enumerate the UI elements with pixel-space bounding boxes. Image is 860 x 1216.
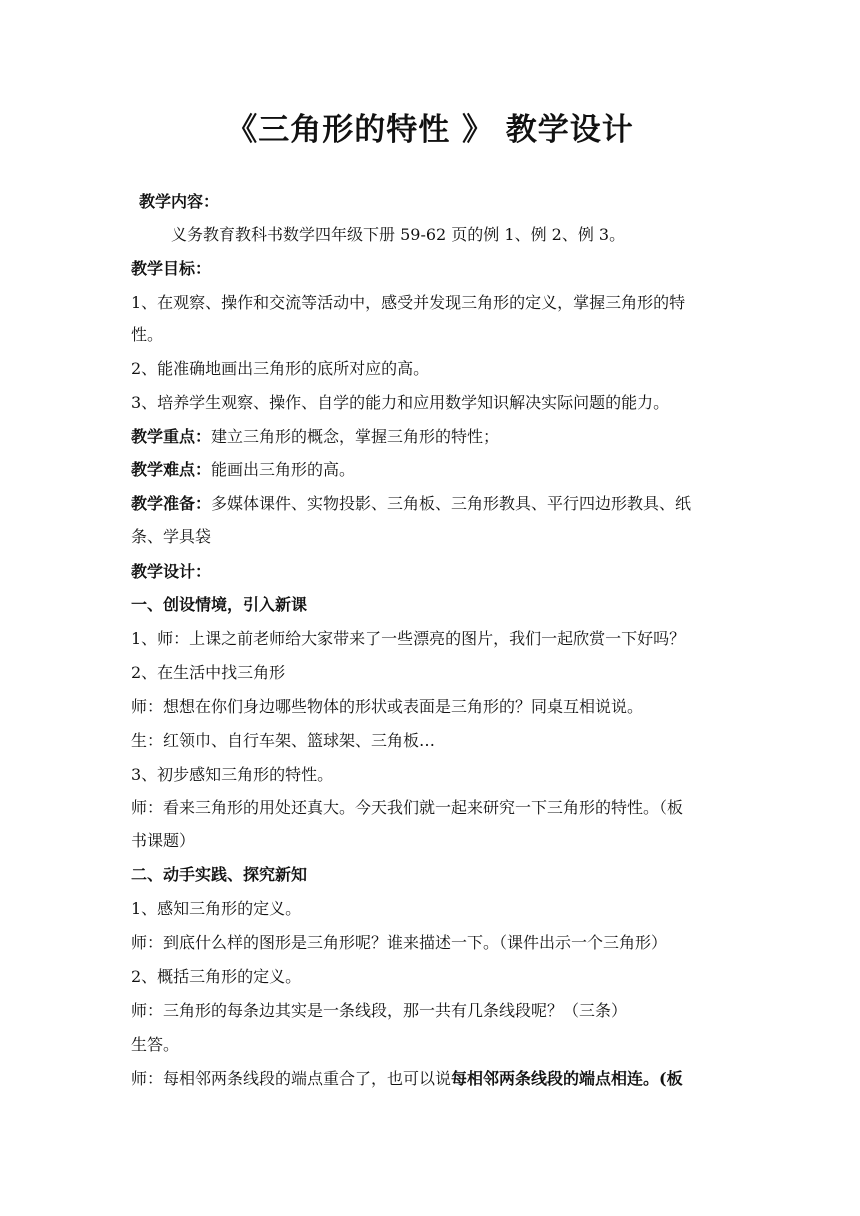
preparation-line-2: 条、学具袋 [131, 527, 212, 546]
goal-2: 2、能准确地画出三角形的底所对应的高。 [131, 359, 430, 378]
section-2-item-3: 2、概括三角形的定义。 [131, 967, 302, 986]
difficulty-label: 教学难点： [131, 460, 212, 479]
section-1-item-4: 生：红领巾、自行车架、篮球架、三角板… [131, 731, 436, 750]
document-title: 《三角形的特性 》 教学设计 [226, 112, 634, 148]
section-2-item-6-plain: 师：每相邻两条线段的端点重合了，也可以说 [131, 1069, 452, 1088]
section-2-item-6 [131, 1068, 741, 1090]
prep-text: 多媒体课件、实物投影、三角板、三角形教具、平行四边形教具、纸 [211, 494, 692, 513]
section-2-item-2: 师：到底什么样的图形是三角形呢？谁来描述一下。（课件出示一个三角形） [131, 933, 668, 952]
content-text: 义务教育教科书数学四年级下册 59-62 页的例 1、例 2、例 3。 [171, 225, 626, 244]
section-1-item-1: 1、师：上课之前老师给大家带来了一些漂亮的图片，我们一起欣赏一下好吗？ [131, 629, 686, 648]
preparation [131, 493, 741, 515]
section-2-item-5: 生答。 [131, 1035, 180, 1054]
section-1-item-6-line-2: 书课题） [131, 831, 196, 850]
section-1-item-5: 3、初步感知三角形的特性。 [131, 765, 334, 784]
section-2-item-6-bold: 每相邻两条线段的端点相连。(板 [451, 1069, 683, 1088]
difficulty-text: 能画出三角形的高。 [211, 460, 356, 479]
design-label: 教学设计： [131, 562, 212, 581]
key-point [131, 426, 741, 448]
content-label: 教学内容： [139, 192, 220, 211]
section-1-heading: 一、创设情境，引入新课 [131, 595, 308, 614]
goal-1-line-2: 性。 [131, 325, 164, 344]
prep-label: 教学准备： [131, 494, 212, 513]
goals-label: 教学目标： [131, 259, 212, 278]
section-2-heading: 二、动手实践、探究新知 [131, 865, 308, 884]
section-1-item-3: 师：想想在你们身边哪些物体的形状或表面是三角形的？同桌互相说说。 [131, 697, 644, 716]
key-label: 教学重点： [131, 427, 212, 446]
difficulty-point [131, 459, 741, 481]
goal-1-line-1: 1、在观察、操作和交流等活动中，感受并发现三角形的定义，掌握三角形的特 [131, 293, 686, 312]
section-2-item-1: 1、感知三角形的定义。 [131, 899, 302, 918]
key-text: 建立三角形的概念，掌握三角形的特性； [211, 427, 500, 446]
goal-3: 3、培养学生观察、操作、自学的能力和应用数学知识解决实际问题的能力。 [131, 393, 670, 412]
section-1-item-6-line-1: 师：看来三角形的用处还真大。今天我们就一起来研究一下三角形的特性。（板 [131, 798, 684, 817]
section-1-item-2: 2、在生活中找三角形 [131, 663, 286, 682]
section-2-item-4: 师：三角形的每条边其实是一条线段，那一共有几条线段呢？（三条） [131, 1001, 628, 1020]
